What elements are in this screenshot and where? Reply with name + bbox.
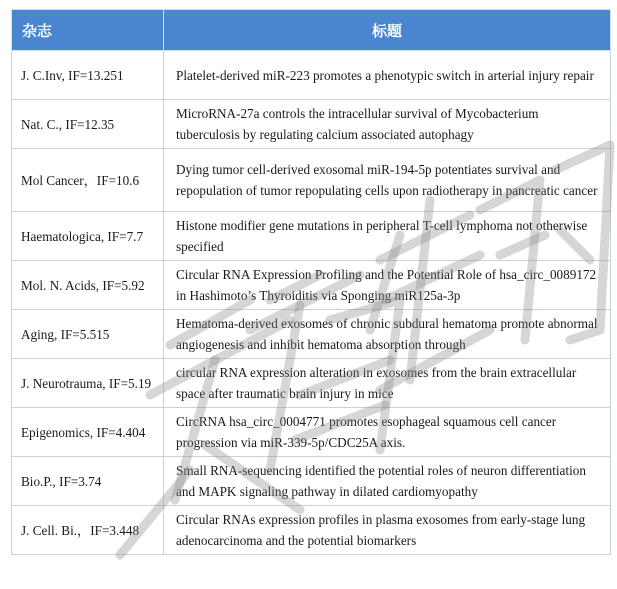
title-cell: Hematoma-derived exosomes of chronic subdural hematoma promote abnormal angiogenesis and inhibit hematoma absorption through [164,310,611,359]
journal-cell: Aging, IF=5.515 [12,310,164,359]
header-title: 标题 [164,10,611,51]
table-row [12,149,611,212]
journal-cell: Nat. C., IF=12.35 [12,100,164,149]
title-cell: Circular RNAs expression profiles in plasma exosomes from early-stage lung adenocarcinoma and the potential biomarkers [164,506,611,555]
publication-table-container [11,9,610,555]
header-journal: 杂志 [12,10,164,51]
journal-cell: J. C.Inv, IF=13.251 [12,51,164,100]
journal-cell: J. Neurotrauma, IF=5.19 [12,359,164,408]
title-cell: CircRNA hsa_circ_0004771 promotes esophageal squamous cell cancer progression via miR-339-5p/CDC25A axis. [164,408,611,457]
title-cell: MicroRNA-27a controls the intracellular survival of Mycobacterium tuberculosis by regulating calcium associated autophagy [164,100,611,149]
table-row [12,506,611,555]
title-cell: Histone modifier gene mutations in peripheral T-cell lymphoma not otherwise specified [164,212,611,261]
title-cell: Dying tumor cell-derived exosomal miR-194-5p potentiates survival and repopulation of tumor repopulating cells upon radiotherapy in pancreatic cancer [164,149,611,212]
table-row [12,457,611,506]
journal-cell: Haematologica, IF=7.7 [12,212,164,261]
table-row [12,212,611,261]
journal-cell: Bio.P., IF=3.74 [12,457,164,506]
title-cell: Circular RNA Expression Profiling and the Potential Role of hsa_circ_0089172 in Hashimoto’s Thyroiditis via Sponging miR125a-3p [164,261,611,310]
table-row [12,408,611,457]
journal-cell: Epigenomics, IF=4.404 [12,408,164,457]
table-row [12,261,611,310]
title-cell: Small RNA-sequencing identified the potential roles of neuron differentiation and MAPK signaling pathway in dilated cardiomyopathy [164,457,611,506]
journal-cell: Mol Cancer，IF=10.6 [12,149,164,212]
table-row [12,359,611,408]
journal-cell: J. Cell. Bi.，IF=3.448 [12,506,164,555]
publication-table [11,9,611,555]
table-row [12,310,611,359]
title-cell: circular RNA expression alteration in exosomes from the brain extracellular space after traumatic brain injury in mice [164,359,611,408]
journal-cell: Mol. N. Acids, IF=5.92 [12,261,164,310]
title-cell: Platelet-derived miR-223 promotes a phenotypic switch in arterial injury repair [164,51,611,100]
header-row [12,10,611,51]
table-row [12,51,611,100]
table-row [12,100,611,149]
